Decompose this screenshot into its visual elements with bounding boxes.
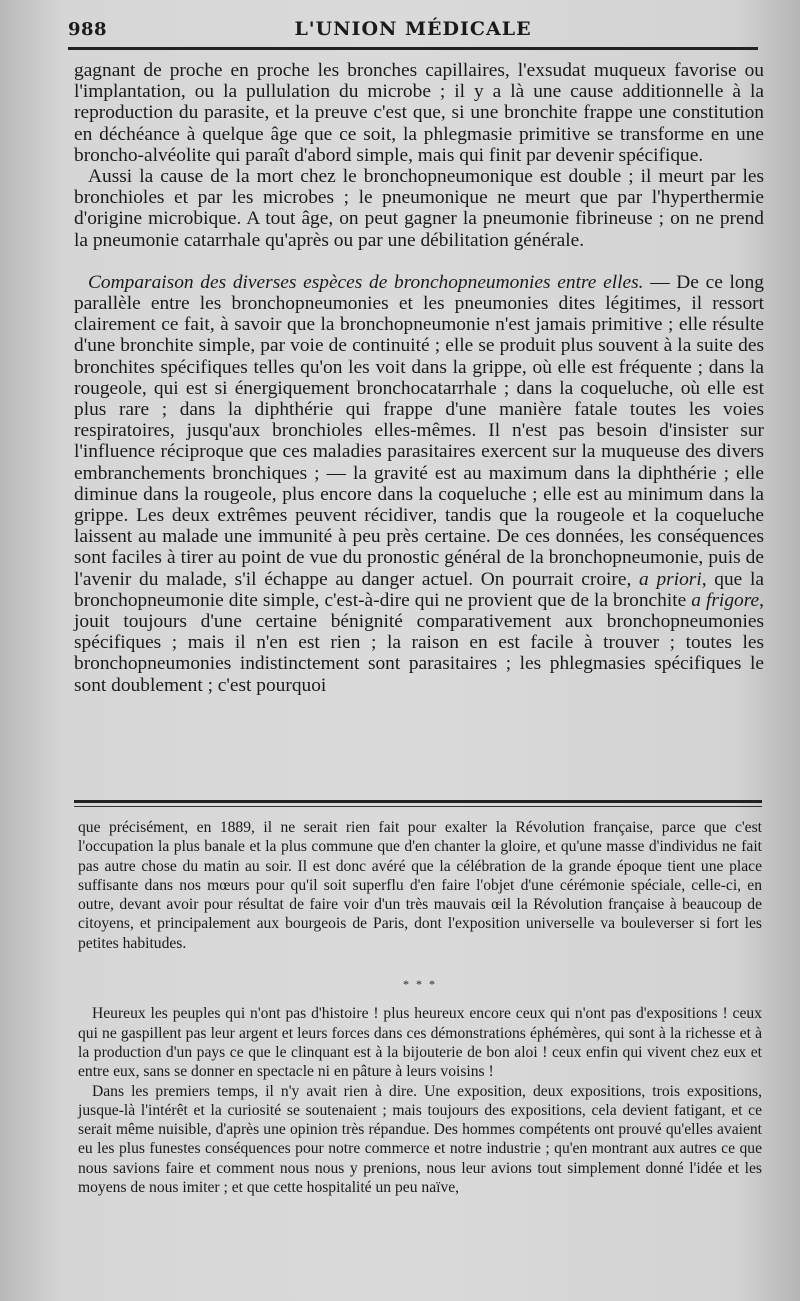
feuilleton-text	[78, 818, 762, 1197]
feuilleton-paragraph-3: Dans les premiers temps, il n'y avait rien à dire. Une exposition, deux expositions, trois expositions, jusque-là l'intérêt et la curiosité se soutenaient ; mais toujours des expositions, cela devient fatigant, et ce serait même nuisible, d'après une opinion très répandue. Des hommes compétents ont prouvé qu'elles avaient eu les plus funestes conséquences pour notre commerce et notre industrie ; qu'en montrant aux autres ce que nous savions faire et comment nous nous y prenions, nous leur avions tout simplement donné l'idée et les moyens de nous imiter ; et que cette hospitalité un peu naïve,	[78, 1082, 762, 1197]
header-rule	[68, 47, 758, 50]
paragraph-3	[74, 272, 764, 696]
paragraph-2: Aussi la cause de la mort chez le bronchopneumonique est double ; il meurt par les bronchioles et par les microbes ; le pneumonique ne meurt que par l'hyperthermie d'origine microbique. A tout âge, on peut gagner la pneumonie fibrineuse ; on ne prend la pneumonie catarrhale qu'après ou par une débilitation générale.	[74, 166, 764, 251]
main-text	[74, 60, 764, 696]
paragraph-3-text-c: , jouit toujours d'une certaine bénignité comparativement aux bronchopneumonies spécifiques ; mais il n'en est rien ; la raison en est facile à trouver ; toutes les bronchopneumonies indistinctement sont parasitaires ; les phlegmasies spécifiques le sont doublement ; c'est pourquoi	[74, 589, 765, 696]
paragraph-3-text-b: , que la bronchopneumonie dite simple, c'est-à-dire qui ne provient que de la bronchite	[74, 568, 764, 611]
feuilleton-paragraph-1: que précisément, en 1889, il ne serait rien fait pour exalter la Révolution française, parce que c'est l'occupation la plus banale et la plus commune que d'en chanter la gloire, et qu'une masse d'individus ne fait pas autre chose du matin au soir. Il est donc avéré que la célébration de la grande époque tient une place suffisante dans nos mœurs pour qu'il soit superflu d'en faire l'objet d'une cérémonie spéciale, celle-ci, en outre, devant avoir pour résultat de faire voir d'un très mauvais œil la Révolution française à beaucoup de citoyens, et principalement aux bourgeois de Paris, dont l'exposition universelle va bouleverser si fort les petites habitudes.	[78, 819, 762, 952]
journal-title: L'UNION MÉDICALE	[294, 18, 532, 40]
section-title: Comparaison des diverses espèces de bronchopneumonies entre elles.	[88, 271, 644, 293]
feuilleton-rule-thick	[74, 800, 762, 803]
paragraph-1: gagnant de proche en proche les bronches capillaires, l'exsudat muqueux favorise ou l'implantation, ou la pullulation du microbe ; il y a là une cause additionnelle à la reproduction du parasite, et la preuve c'est que, si une bronchite frappe une constitution en déchéance à quelque âge que ce soit, la phlegmasie primitive se transforme en une broncho-alvéolite qui paraît d'abord simple, mais qui finit par devenir spécifique.	[74, 60, 764, 166]
feuilleton-paragraph-2: Heureux les peuples qui n'ont pas d'histoire ! plus heureux encore ceux qui n'ont pas d'expositions ! ceux qui ne gaspillent pas leur argent et leurs forces dans ces démonstrations éphémères, qui sont à la richesse et à la production d'un pays ce que le clinquant est à la bijouterie de bon aloi ! ceux enfin qui vivent chez eux et entre eux, sans se donner en spectacle ni en pâture à leurs voisins !	[78, 1005, 762, 1081]
feuilleton-rule-thin	[74, 806, 762, 807]
running-header	[68, 14, 758, 44]
italic-a-priori: a priori	[639, 568, 702, 590]
asterism-divider: * * *	[403, 977, 437, 992]
italic-a-frigore: a frigore	[691, 589, 760, 611]
page-number: 988	[68, 18, 108, 40]
paragraph-3-text-a: — De ce long parallèle entre les bronchopneumonies et les pneumonies dites légitimes, il ressort clairement ce fait, à savoir que la bronchopneumonie n'est jamais primitive ; elle résulte d'une bronchite simple, par voie de continuité ; elle se produit plus souvent à la suite des bronchites spécifiques telles qu'on les voit dans la grippe, où elle est fréquente ; dans la rougeole, qui est si énergiquement bronchocatarrhale ; dans la coqueluche, où elle est plus rare ; dans la diphthérie qui frappe d'une manière fatale toutes les voies respiratoires, jusqu'aux bronchioles elles-mêmes. Il n'est pas besoin d'insister sur l'influence réciproque que ces maladies parasitaires exercent sur la muqueuse des divers embranchements bronchiques ; — la gravité est au maximum dans la diphthérie ; elle diminue dans la rougeole, plus encore dans la coqueluche ; elle est au minimum dans la grippe. Les deux extrêmes peuvent récidiver, tandis que la rougeole et la coqueluche laissent au malade une immunité à peu près certaine. De ces données, les conséquences sont faciles à tirer au point de vue du pronostic général de la bronchopneumonie, puis de l'avenir du malade, s'il échappe au danger actuel. On pourrait croire,	[74, 271, 764, 590]
